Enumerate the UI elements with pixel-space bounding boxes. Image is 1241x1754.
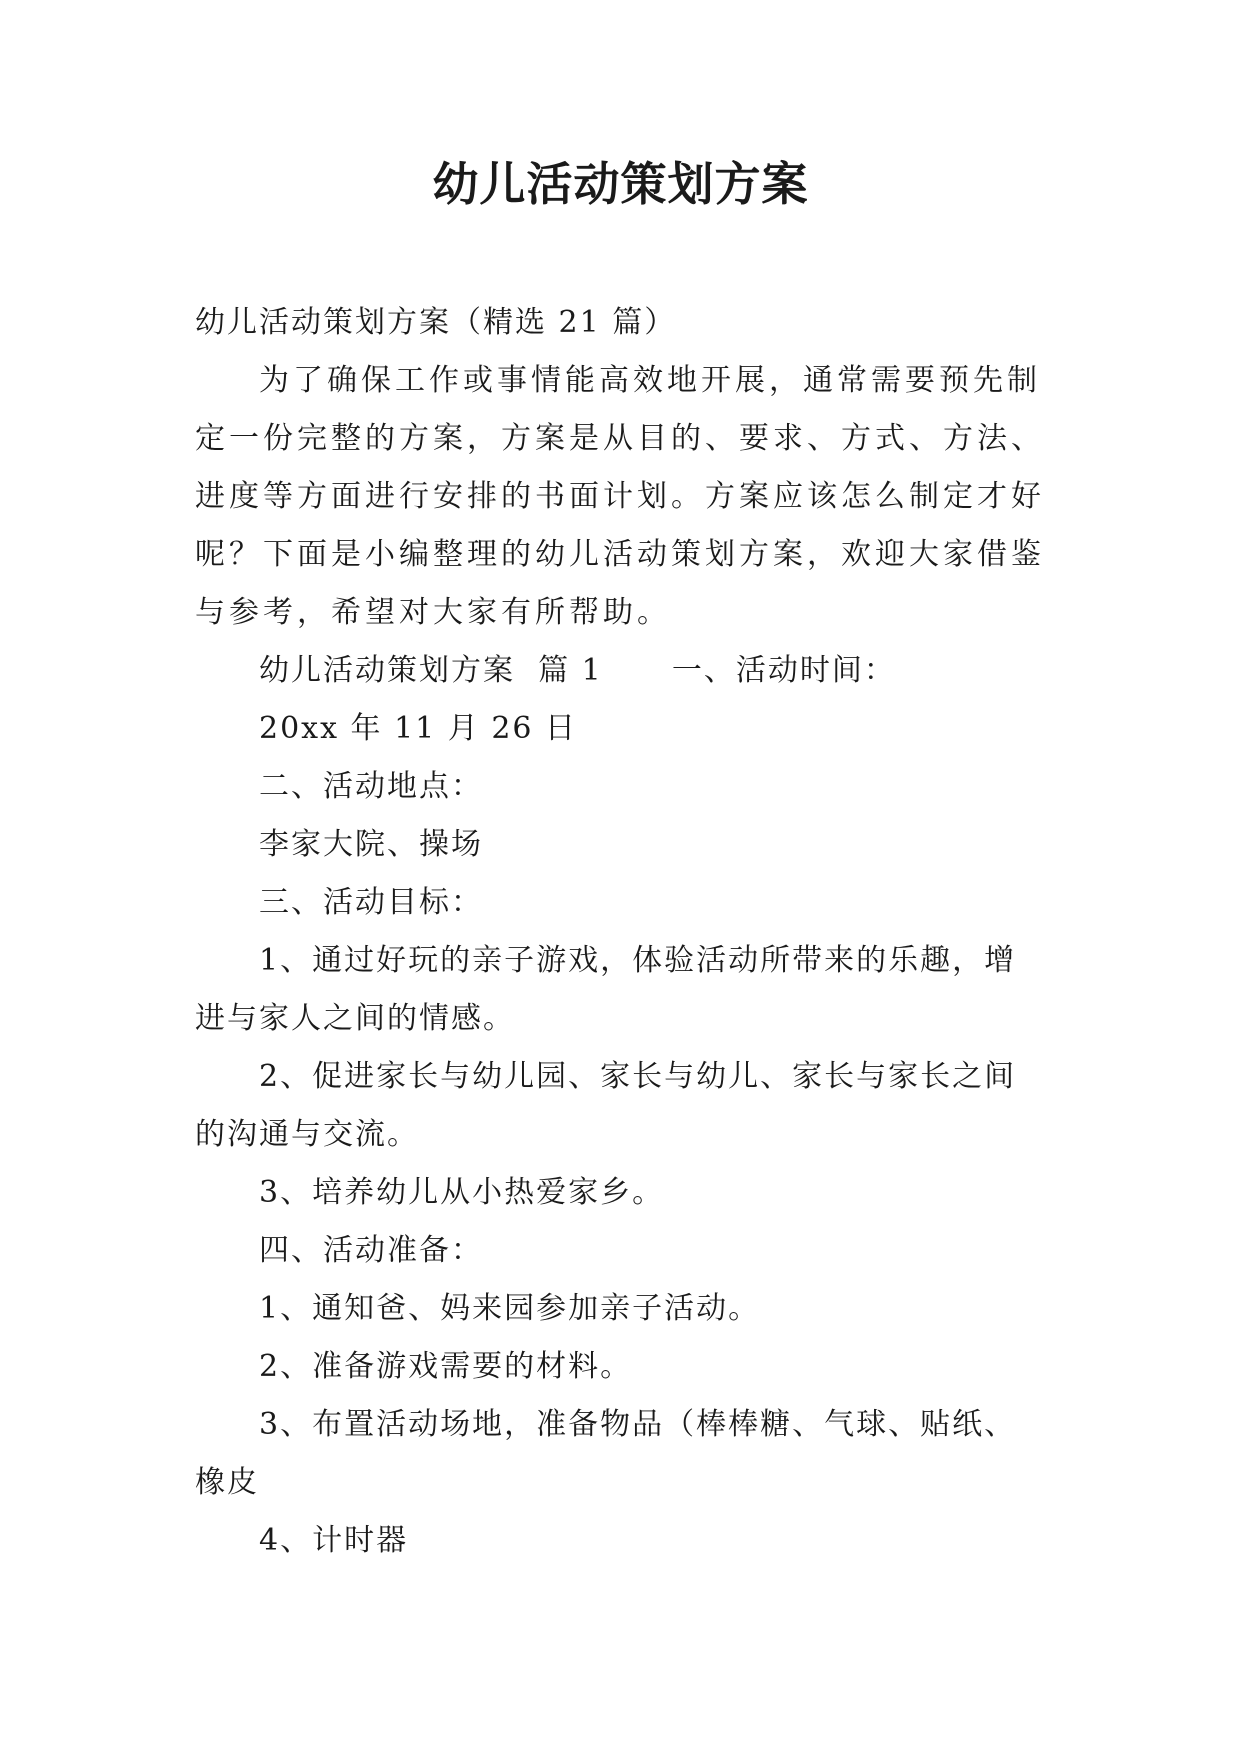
activity-location: 李家大院、操场: [259, 827, 483, 862]
section-heading-preparation: 四、活动准备：: [259, 1233, 483, 1268]
intro-paragraph: 为了确保工作或事情能高效地开展，通常需要预先制定一份完整的方案，方案是从目的、要求、方式、方法、进度等方面进行安排的书面计划。方案应该怎么制定才好呢？下面是小编整理的幼儿活动策划方案，欢迎大家借鉴与参考，希望对大家有所帮助。: [195, 363, 1045, 630]
preparation-item: 3、布置活动场地，准备物品（棒棒糖、气球、贴纸、橡皮: [195, 1407, 1017, 1500]
document-subtitle: 幼儿活动策划方案（精选 21 篇）: [195, 305, 677, 340]
section-heading-goals: 三、活动目标：: [259, 885, 483, 920]
section-heading-time: 幼儿活动策划方案 篇 1 一、活动时间：: [259, 653, 896, 688]
preparation-item: 4、计时器: [259, 1523, 409, 1558]
goal-item: 1、通过好玩的亲子游戏，体验活动所带来的乐趣，增进与家人之间的情感。: [195, 943, 1017, 1036]
section-heading-location: 二、活动地点：: [259, 769, 483, 804]
goal-item: 3、培养幼儿从小热爱家乡。: [259, 1175, 665, 1210]
preparation-item: 2、准备游戏需要的材料。: [259, 1349, 633, 1384]
activity-date: 20xx 年 11 月 26 日: [259, 711, 578, 746]
document-title: 幼儿活动策划方案: [432, 157, 809, 211]
preparation-item: 1、通知爸、妈来园参加亲子活动。: [259, 1291, 761, 1326]
goal-item: 2、促进家长与幼儿园、家长与幼儿、家长与家长之间的沟通与交流。: [195, 1059, 1017, 1152]
